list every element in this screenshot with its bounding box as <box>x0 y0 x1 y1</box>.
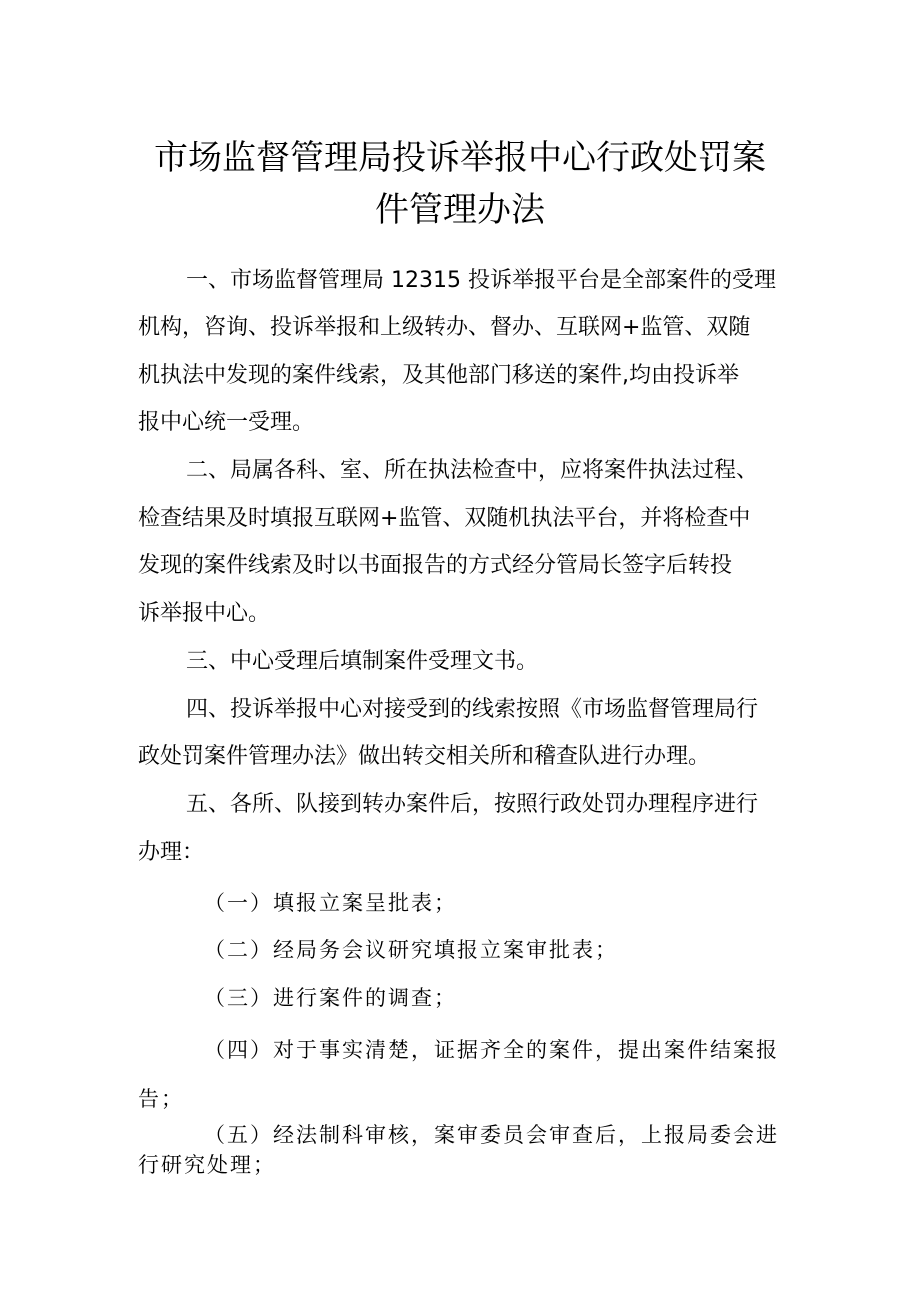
paragraph-1-line-3: 机执法中发现的案件线索，及其他部门移送的案件,均由投诉举 <box>138 363 739 388</box>
paragraph-2-line-3: 发现的案件线索及时以书面报告的方式经分管局长签字后转投 <box>138 553 733 578</box>
paragraph-5-line-2: 办理： <box>138 840 205 865</box>
paragraph-2-line-4: 诉举报中心。 <box>138 601 271 626</box>
document-title-line-1: 市场监督管理局投诉举报中心行政处罚案 <box>154 138 766 178</box>
paragraph-1-line-1: 一、市场监督管理局 12315 投诉举报平台是全部案件的受理 <box>186 268 776 293</box>
document-title-line-2: 件管理办法 <box>375 190 545 230</box>
list-item-4-line-1: （四）对于事实清楚，证据齐全的案件，提出案件结案报 <box>204 1038 779 1062</box>
paragraph-3-line-1: 三、中心受理后填制案件受理文书。 <box>186 649 539 674</box>
paragraph-5-line-1: 五、各所、队接到转办案件后，按照行政处罚办理程序进行 <box>186 792 759 817</box>
paragraph-2-line-1: 二、局属各科、室、所在执法检查中，应将案件执法过程、 <box>186 458 759 483</box>
list-item-1: （一）填报立案呈批表； <box>204 891 457 915</box>
paragraph-4-line-2: 政处罚案件管理办法》做出转交相关所和稽查队进行办理。 <box>138 744 711 769</box>
list-item-5-line-1: （五）经法制科审核，案审委员会审查后，上报局委会进 <box>204 1123 779 1147</box>
list-item-3: （三）进行案件的调查； <box>204 986 457 1010</box>
list-item-5-line-2: 行研究处理； <box>138 1153 276 1177</box>
paragraph-1-line-4: 报中心统一受理。 <box>138 410 315 435</box>
paragraph-1-line-2: 机构，咨询、投诉举报和上级转办、督办、互联网+监管、双随 <box>138 315 751 340</box>
paragraph-4-line-1: 四、投诉举报中心对接受到的线索按照《市场监督管理局行 <box>186 697 759 722</box>
list-item-2: （二）经局务会议研究填报立案审批表； <box>204 938 618 962</box>
paragraph-2-line-2: 检查结果及时填报互联网+监管、双随机执法平台，并将检查中 <box>138 506 751 531</box>
list-item-4-line-2: 告； <box>138 1087 184 1111</box>
